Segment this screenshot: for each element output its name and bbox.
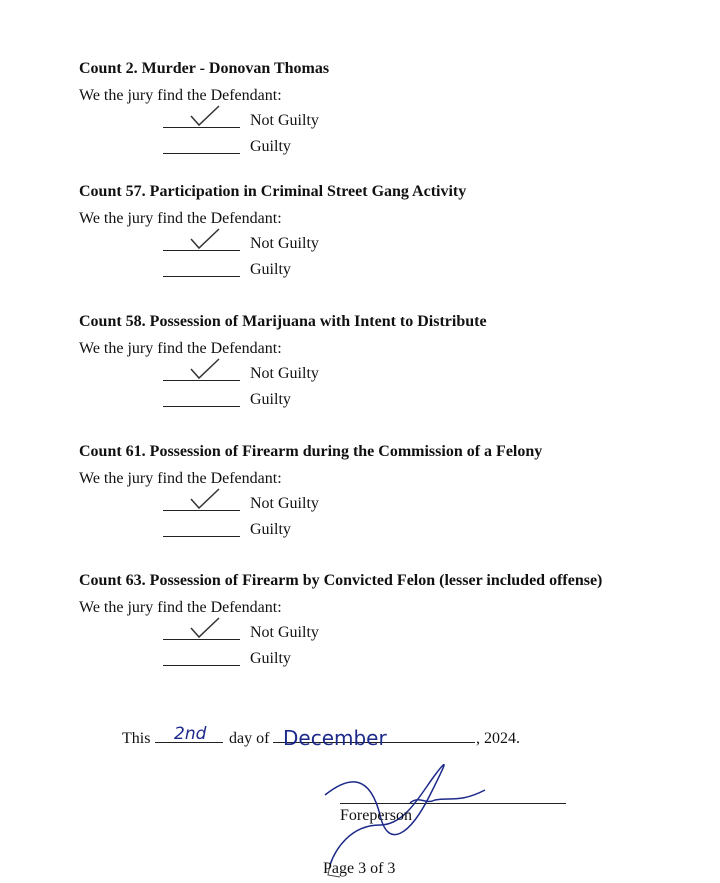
guilty-blank[interactable] <box>163 139 240 154</box>
page-number: Page 3 of 3 <box>323 860 396 877</box>
count-heading: Count 63. Possession of Firearm by Convicted Felon (lesser included offense) <box>79 572 603 589</box>
guilty-option: Guilty <box>250 650 291 667</box>
year-label: , 2024. <box>476 730 520 747</box>
month-handwritten: December <box>283 726 387 750</box>
guilty-option: Guilty <box>250 138 291 155</box>
not-guilty-option: Not Guilty <box>250 624 319 641</box>
foreperson-label: Foreperson <box>340 807 412 824</box>
guilty-option: Guilty <box>250 261 291 278</box>
guilty-blank[interactable] <box>163 522 240 537</box>
guilty-blank[interactable] <box>163 392 240 407</box>
count-intro: We the jury find the Defendant: <box>79 340 282 357</box>
count-heading: Count 61. Possession of Firearm during the Commission of a Felony <box>79 443 543 460</box>
count-intro: We the jury find the Defendant: <box>79 470 282 487</box>
checkmark-icon <box>185 487 225 511</box>
not-guilty-option: Not Guilty <box>250 495 319 512</box>
not-guilty-option: Not Guilty <box>250 365 319 382</box>
count-heading: Count 58. Possession of Marijuana with Intent to Distribute <box>79 313 487 330</box>
checkmark-icon <box>185 104 225 128</box>
date-this-label: This <box>122 730 151 747</box>
checkmark-icon <box>185 227 225 251</box>
count-heading: Count 57. Participation in Criminal Street Gang Activity <box>79 183 467 200</box>
not-guilty-option: Not Guilty <box>250 112 319 129</box>
count-intro: We the jury find the Defendant: <box>79 87 282 104</box>
day-of-label: day of <box>229 730 270 747</box>
checkmark-icon <box>185 357 225 381</box>
guilty-blank[interactable] <box>163 651 240 666</box>
count-heading: Count 2. Murder - Donovan Thomas <box>79 60 330 77</box>
count-intro: We the jury find the Defendant: <box>79 210 282 227</box>
guilty-blank[interactable] <box>163 262 240 277</box>
guilty-option: Guilty <box>250 521 291 538</box>
guilty-option: Guilty <box>250 391 291 408</box>
checkmark-icon <box>185 616 225 640</box>
count-intro: We the jury find the Defendant: <box>79 599 282 616</box>
not-guilty-option: Not Guilty <box>250 235 319 252</box>
day-handwritten: 2nd <box>174 724 207 744</box>
